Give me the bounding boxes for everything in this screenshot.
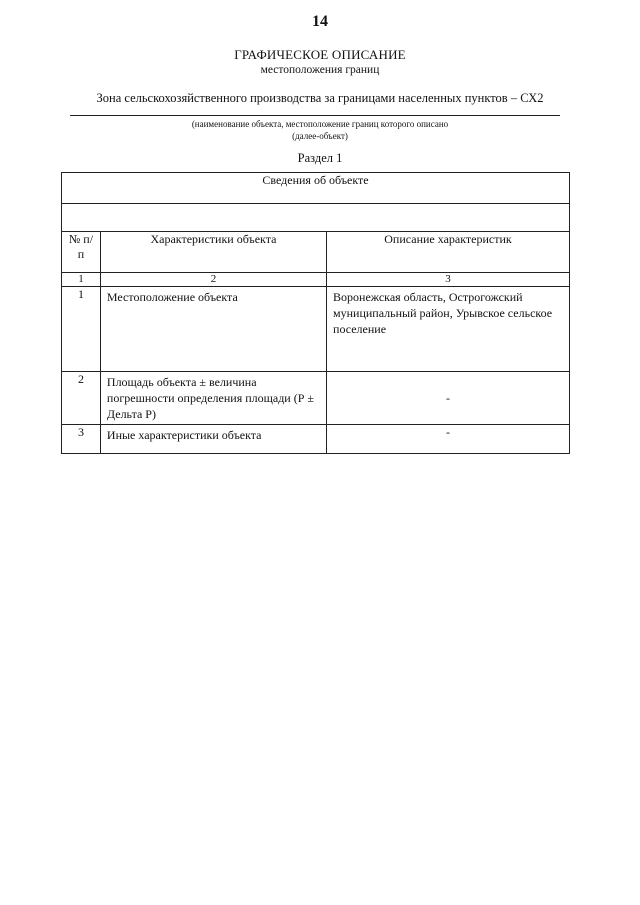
table-caption-row <box>62 173 570 204</box>
row-description: - <box>327 425 570 454</box>
object-info-table <box>61 172 570 454</box>
page-number: 14 <box>312 13 328 30</box>
row-num: 1 <box>62 287 101 372</box>
document-title: ГРАФИЧЕСКОЕ ОПИСАНИЕ <box>234 47 406 62</box>
row-description-text: Воронежская область, Острогожский муниципальный район, Урывское сельское поселение <box>333 290 553 336</box>
table-row <box>62 372 570 425</box>
row-characteristic <box>100 372 326 425</box>
document-subtitle: местоположения границ <box>260 64 380 76</box>
row-num: 2 <box>62 372 101 425</box>
row-characteristic <box>100 287 326 372</box>
table-header-row <box>62 232 570 273</box>
section-title: Раздел 1 <box>297 151 343 165</box>
table-row <box>62 287 570 372</box>
header-description: Описание характеристик <box>327 232 570 273</box>
table-caption: Сведения об объекте <box>62 173 570 204</box>
table-empty-cell <box>62 204 570 232</box>
table-row <box>62 425 570 454</box>
column-index-2: 2 <box>100 273 326 287</box>
row-characteristic-text: Площадь объекта ± величина погрешности определения площади (Р ± Дельта Р) <box>106 375 314 421</box>
object-name: Зона сельскохозяйственного производства за границами населенных пунктов – СХ2 <box>96 91 544 105</box>
object-name-note <box>0 118 640 142</box>
row-description: - <box>327 372 570 425</box>
header-num-text: № п/п <box>68 232 94 261</box>
row-description <box>327 287 570 372</box>
row-characteristic-text: Иные характеристики объекта <box>106 428 262 442</box>
table-empty-row <box>62 204 570 232</box>
object-name-underline <box>70 115 560 116</box>
header-num <box>62 232 101 273</box>
row-num: 3 <box>62 425 101 454</box>
column-index-row <box>62 273 570 287</box>
object-name-note-line-1: (наименование объекта, местоположение границ которого описано <box>191 119 449 129</box>
column-index-1: 1 <box>62 273 101 287</box>
object-name-note-line-2: (далее-объект) <box>292 131 348 141</box>
row-characteristic <box>100 425 326 454</box>
header-characteristic: Характеристики объекта <box>100 232 326 273</box>
column-index-3: 3 <box>327 273 570 287</box>
row-characteristic-text: Местоположение объекта <box>106 290 238 304</box>
